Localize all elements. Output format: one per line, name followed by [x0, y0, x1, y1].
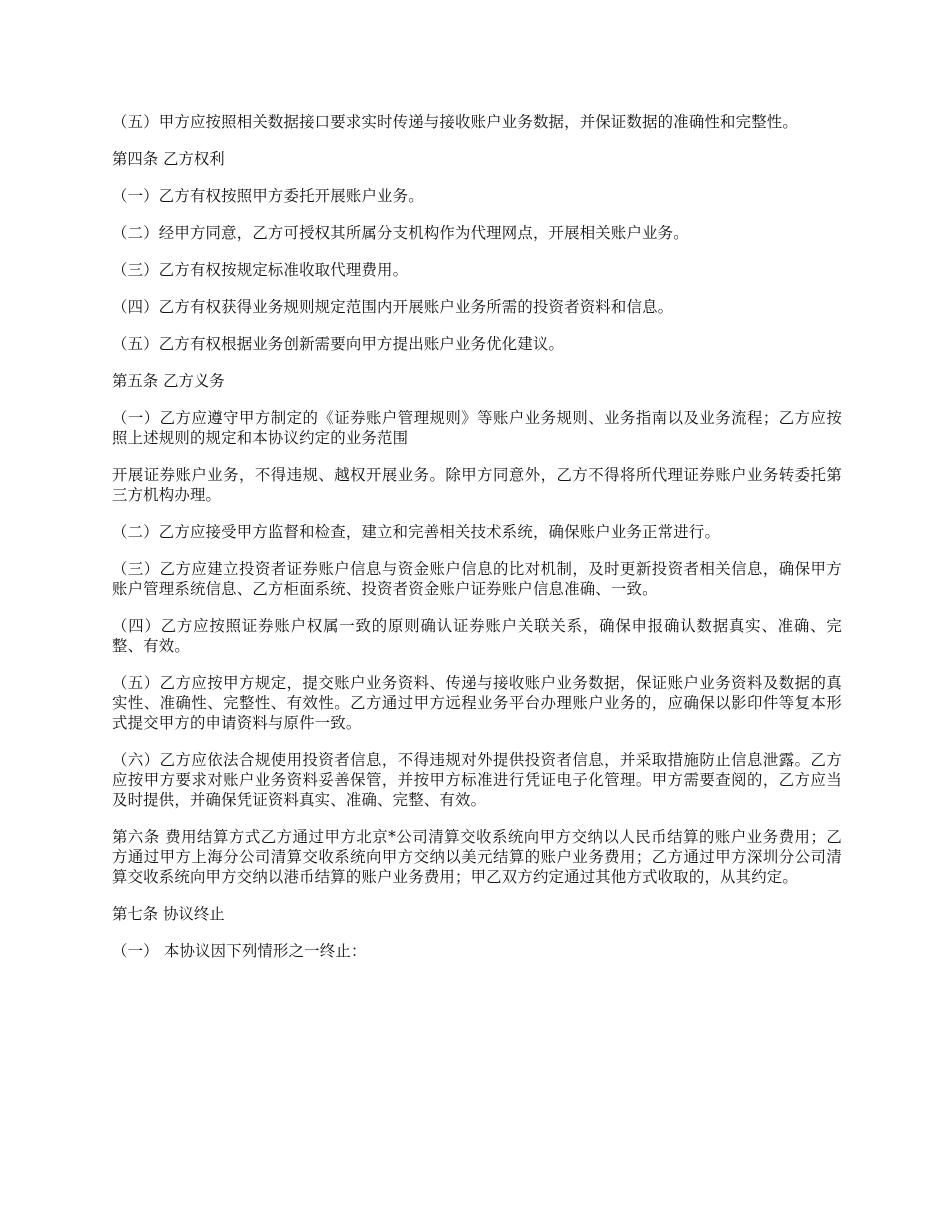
paragraph-party-b-right-4: （四）乙方有权获得业务规则规定范围内开展账户业务所需的投资者资料和信息。 — [112, 298, 674, 316]
paragraph-party-b-obligation-5: （五）乙方应按甲方规定，提交账户业务资料、传递与接收账户业务数据，保证账户业务资料及数据的真实性、准确性、完整性、有效性。乙方通过甲方远程业务平台办理账户业务的，应确保以影印件等复本形式提交甲方的申请资料与原件一致。 — [112, 674, 842, 732]
article-5-heading: 第五条 乙方义务 — [112, 372, 225, 390]
paragraph-party-b-obligation-1: （一）乙方应遵守甲方制定的《证券账户管理规则》等账户业务规则、业务指南以及业务流程；乙方应按照上述规则的规定和本协议约定的业务范围 — [112, 409, 842, 447]
paragraph-party-b-obligation-3: （三）乙方应建立投资者证券账户信息与资金账户信息的比对机制，及时更新投资者相关信息，确保甲方账户管理系统信息、乙方柜面系统、投资者资金账户证券账户信息准确、一致。 — [112, 560, 842, 598]
article-6-fee-settlement: 第六条 费用结算方式乙方通过甲方北京*公司清算交收系统向甲方交纳以人民币结算的账户业务费用；乙方通过甲方上海分公司清算交收系统向甲方交纳以美元结算的账户业务费用；乙方通过甲方深圳分公司清算交收系统向甲方交纳以港币结算的账户业务费用；甲乙双方约定通过其他方式收取的，从其约定。 — [112, 828, 842, 886]
paragraph-party-a-obligation-5: （五）甲方应按照相关数据接口要求实时传递与接收账户业务数据，并保证数据的准确性和完整性。 — [112, 113, 798, 131]
paragraph-party-b-obligation-1-continued: 开展证券账户业务，不得违规、越权开展业务。除甲方同意外，乙方不得将所代理证券账户业务转委托第三方机构办理。 — [112, 466, 842, 504]
document-page — [112, 112, 842, 978]
paragraph-party-b-right-2: （二）经甲方同意，乙方可授权其所属分支机构作为代理网点，开展相关账户业务。 — [112, 224, 689, 242]
paragraph-party-b-obligation-2: （二）乙方应接受甲方监督和检查，建立和完善相关技术系统，确保账户业务正常进行。 — [112, 523, 721, 541]
paragraph-termination-1: （一） 本协议因下列情形之一终止： — [112, 942, 367, 960]
paragraph-party-b-right-5: （五）乙方有权根据业务创新需要向甲方提出账户业务优化建议。 — [112, 335, 565, 353]
paragraph-party-b-right-3: （三）乙方有权按规定标准收取代理费用。 — [112, 261, 409, 279]
paragraph-party-b-obligation-6: （六）乙方应依法合规使用投资者信息，不得违规对外提供投资者信息，并采取措施防止信息泄露。乙方应按甲方要求对账户业务资料妥善保管，并按甲方标准进行凭证电子化管理。甲方需要查阅的，乙方应当及时提供，并确保凭证资料真实、准确、完整、有效。 — [112, 751, 842, 809]
paragraph-party-b-obligation-4: （四）乙方应按照证券账户权属一致的原则确认证券账户关联关系，确保申报确认数据真实、准确、完整、有效。 — [112, 617, 842, 655]
article-7-heading: 第七条 协议终止 — [112, 905, 225, 923]
paragraph-party-b-right-1: （一）乙方有权按照甲方委托开展账户业务。 — [112, 187, 424, 205]
article-4-heading: 第四条 乙方权利 — [112, 150, 225, 168]
